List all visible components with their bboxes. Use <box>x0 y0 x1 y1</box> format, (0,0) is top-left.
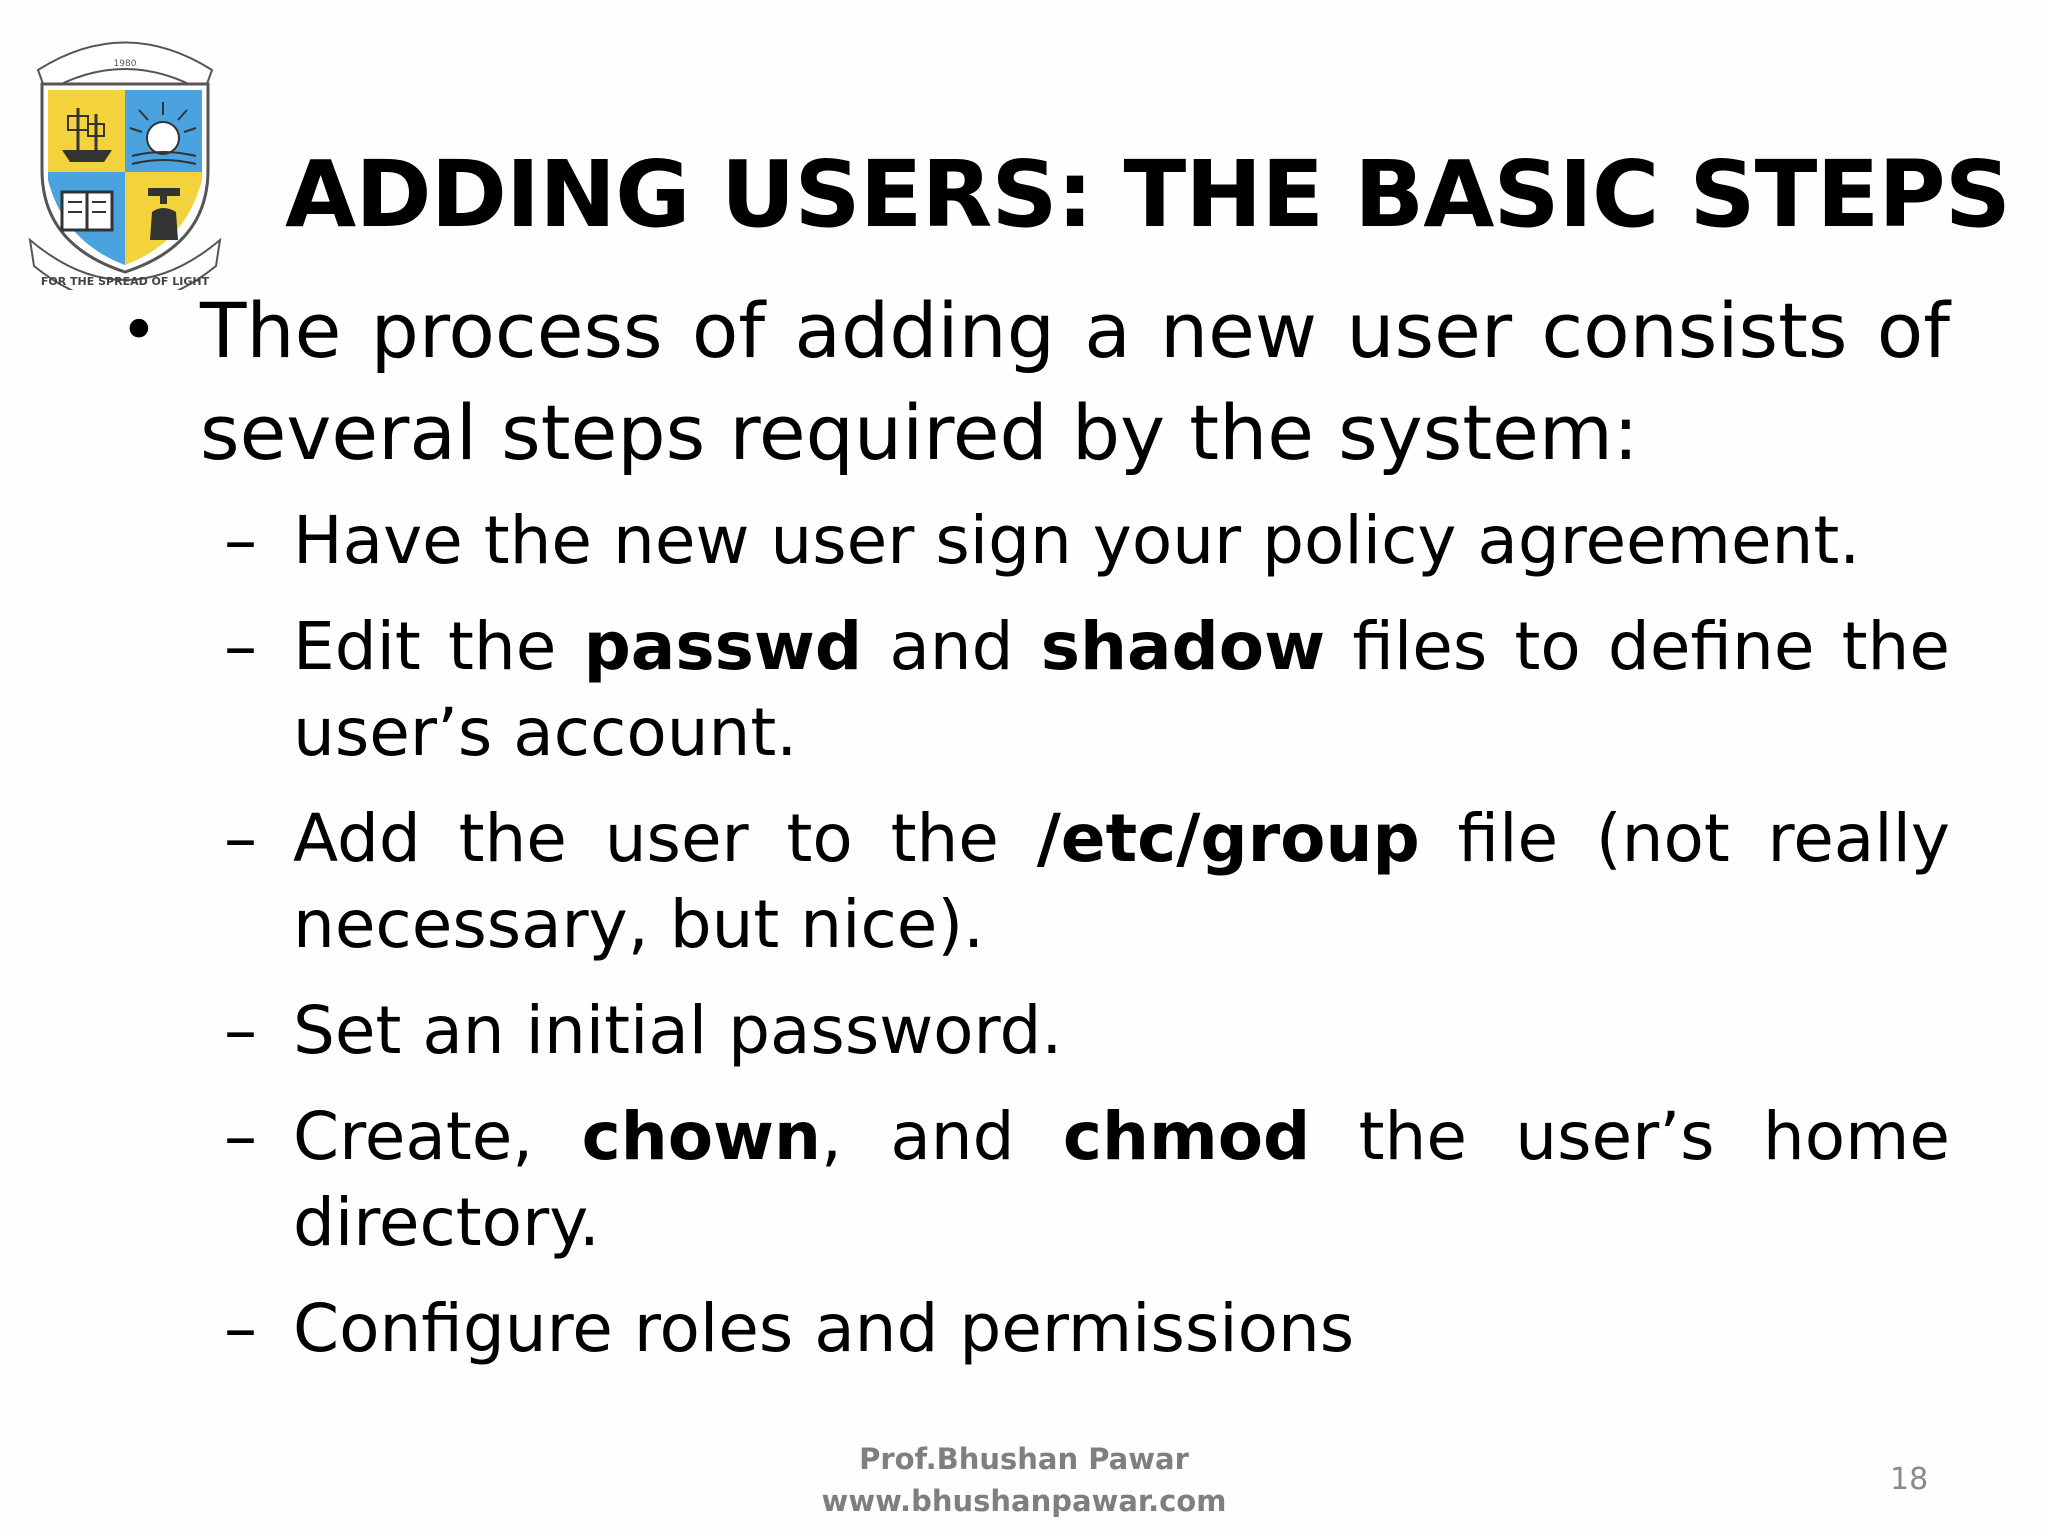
step-item <box>120 988 1950 1074</box>
slide-footer <box>0 1438 2048 1522</box>
step-text <box>293 1098 1950 1261</box>
dash-marker: – <box>224 992 257 1069</box>
dash-marker: – <box>224 1290 257 1367</box>
step-text-segment: the user’s home directory. <box>293 1098 1951 1261</box>
step-text-segment: and <box>862 608 1041 685</box>
dash-marker: – <box>224 800 257 877</box>
step-text-segment: file (not really necessary, but nice). <box>293 800 1950 963</box>
step-text-segment: , and <box>821 1098 1063 1175</box>
step-text-segment: Configure roles and permissions <box>293 1290 1355 1367</box>
step-item <box>120 498 1950 584</box>
step-text-segment: Create, <box>293 1098 582 1175</box>
college-crest-icon <box>20 20 230 290</box>
step-keyword: chmod <box>1062 1098 1311 1175</box>
step-text <box>293 992 1062 1069</box>
step-text-segment: Set an initial password. <box>293 992 1063 1069</box>
step-text-segment: Have the new user sign your policy agreement. <box>293 502 1861 579</box>
step-item <box>120 604 1950 776</box>
step-text <box>293 502 1860 579</box>
step-text-segment: Edit the <box>293 608 584 685</box>
step-text-segment: files to define the user’s account. <box>293 608 1950 771</box>
crest-motto: FOR THE SPREAD OF LIGHT <box>40 275 210 288</box>
step-text <box>293 800 1950 963</box>
step-keyword: chown <box>581 1098 822 1175</box>
main-bullet-text: The process of adding a new user consists of several steps required by the system: <box>200 286 1950 477</box>
step-text-segment: Add the user to the <box>293 800 1037 877</box>
step-item <box>120 1286 1950 1372</box>
step-list <box>120 498 1950 1372</box>
bullet-marker: • <box>120 294 158 368</box>
crest-year: 1980 <box>113 59 137 69</box>
dash-marker: – <box>224 1098 257 1175</box>
footer-website: www.bhushanpawar.com <box>821 1484 1227 1518</box>
dash-marker: – <box>224 502 257 579</box>
step-keyword: passwd <box>583 608 863 685</box>
step-text <box>293 1290 1354 1367</box>
footer-author: Prof.Bhushan Pawar <box>859 1442 1189 1476</box>
main-bullet <box>120 280 1950 484</box>
dash-marker: – <box>224 608 257 685</box>
step-keyword: /etc/group <box>1036 800 1420 877</box>
step-item <box>120 1094 1950 1266</box>
page-number: 18 <box>1890 1462 1929 1497</box>
step-text <box>293 608 1950 771</box>
slide-content <box>120 280 1950 1392</box>
step-keyword: shadow <box>1040 608 1326 685</box>
step-item <box>120 796 1950 968</box>
slide-title: ADDING USERS: THE BASIC STEPS <box>285 141 2010 248</box>
